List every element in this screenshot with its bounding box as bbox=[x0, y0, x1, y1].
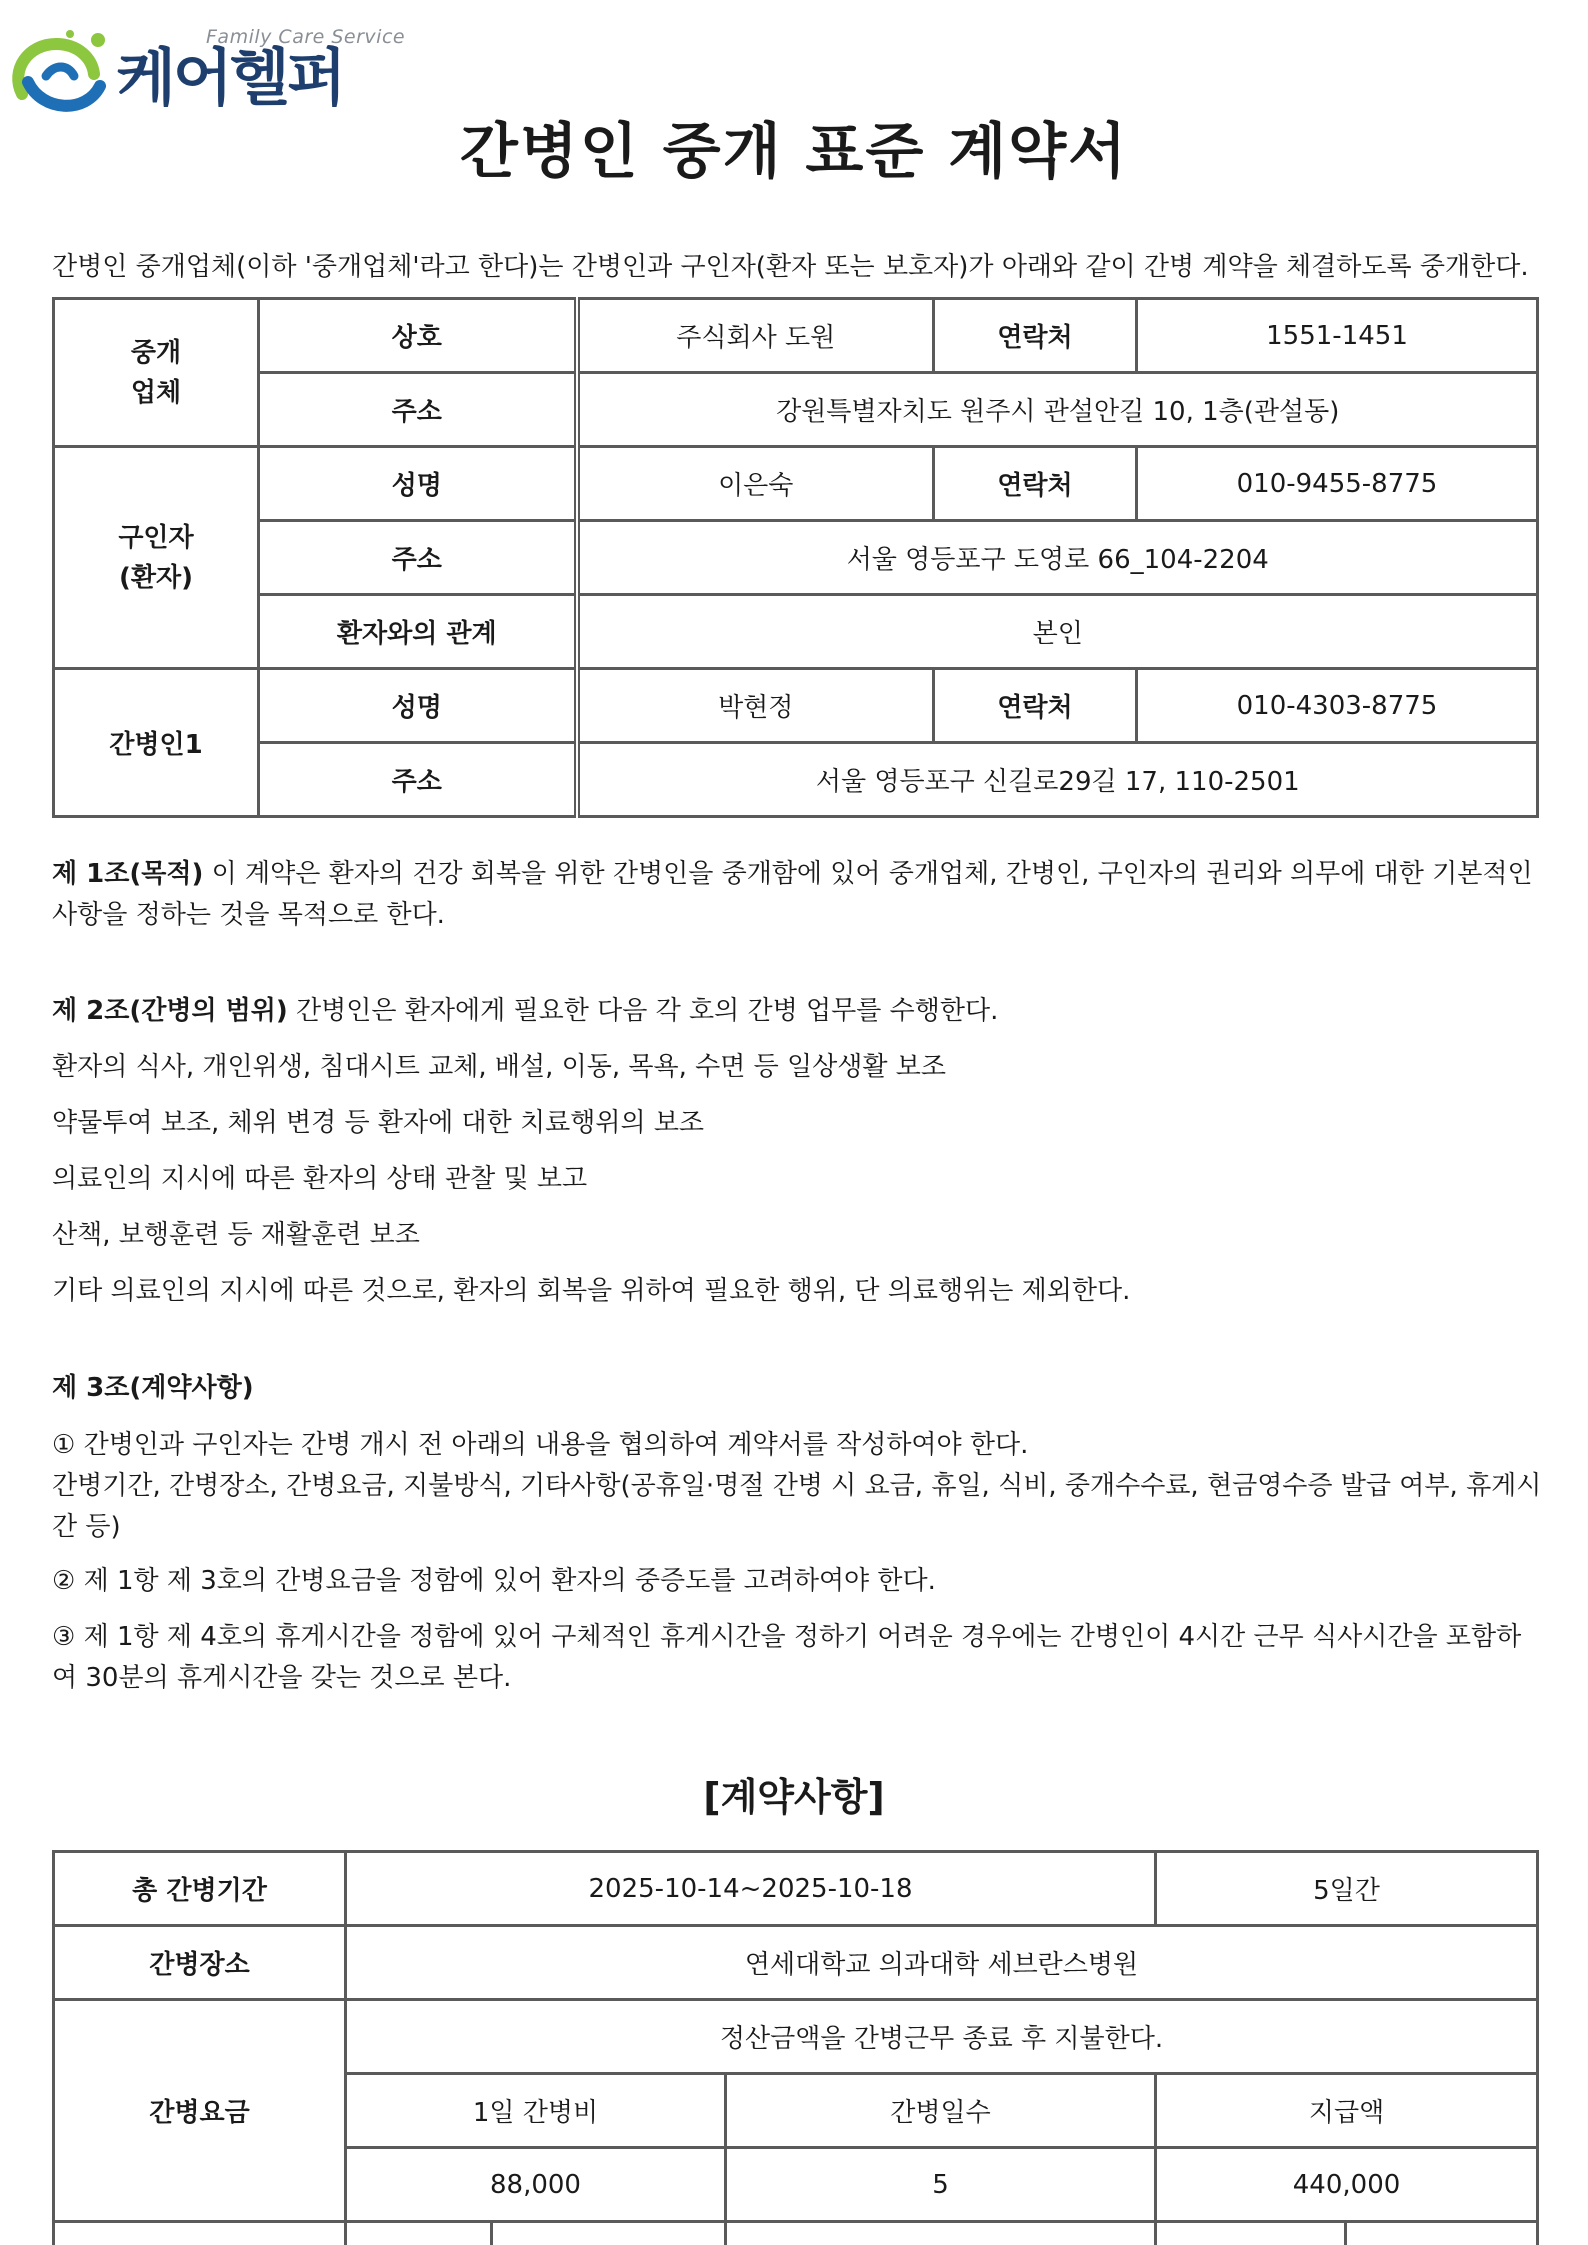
period-value: 2025-10-14~2025-10-18 bbox=[346, 1852, 1156, 1926]
article-2-item: 기타 의료인의 지시에 따른 것으로, 환자의 회복을 위하여 필요한 행위, 단 의료행위는 제외한다. bbox=[52, 1276, 1131, 1306]
logo-subtitle: Family Care Service bbox=[206, 26, 406, 48]
parties-table bbox=[52, 297, 1539, 818]
article-2-item: 약물투여 보조, 체위 변경 등 환자에 대한 치료행위의 보조 bbox=[52, 1108, 705, 1138]
article-3-heading-text: 제 3조(계약사항) bbox=[52, 1373, 254, 1403]
daily-fee-header: 1일 간병비 bbox=[346, 2074, 726, 2148]
agency-name: 주식회사 도원 bbox=[577, 299, 934, 373]
article-3-heading bbox=[52, 1368, 1542, 1409]
article-3-para-1: ① 간병인과 구인자는 간병 개시 전 아래의 내용을 협의하여 계약서를 작성하여야 한다. bbox=[52, 1430, 1029, 1460]
client-label: 구인자 (환자) bbox=[54, 447, 259, 669]
caregiver-phone-label: 연락처 bbox=[934, 669, 1137, 743]
agency-name-label: 상호 bbox=[259, 299, 577, 373]
table-cell bbox=[1156, 2222, 1346, 2245]
article-2-body: 간병인은 환자에게 필요한 다음 각 호의 간병 업무를 수행한다. bbox=[287, 996, 999, 1026]
client-phone: 010-9455-8775 bbox=[1137, 447, 1538, 521]
client-phone-label: 연락처 bbox=[934, 447, 1137, 521]
caregiver-label: 간병인1 bbox=[54, 669, 259, 817]
caregiver-address: 서울 영등포구 신길로29길 17, 110-2501 bbox=[577, 743, 1538, 817]
contract-section-title: [계약사항] bbox=[703, 1775, 885, 1819]
article-2-item: 환자의 식사, 개인위생, 침대시트 교체, 배설, 이동, 목욕, 수면 등 일상생활 보조 bbox=[52, 1052, 946, 1082]
total-header: 지급액 bbox=[1156, 2074, 1538, 2148]
client-address: 서울 영등포구 도영로 66_104-2204 bbox=[577, 521, 1538, 595]
article-2-heading: 제 2조(간병의 범위) bbox=[52, 996, 288, 1026]
days-count-value: 5 bbox=[726, 2148, 1156, 2222]
table-cell bbox=[1346, 2222, 1538, 2245]
period-label: 총 간병기간 bbox=[54, 1852, 346, 1926]
total-value: 440,000 bbox=[1156, 2148, 1538, 2222]
article-1 bbox=[52, 854, 1542, 936]
article-2-item: 산책, 보행훈련 등 재활훈련 보조 bbox=[52, 1220, 420, 1250]
table-cell bbox=[726, 2222, 1156, 2245]
document-title: 간병인 중개 표준 계약서 bbox=[459, 117, 1129, 187]
caregiver-phone: 010-4303-8775 bbox=[1137, 669, 1538, 743]
agency-label: 중개 업체 bbox=[54, 299, 259, 447]
article-1-heading: 제 1조(목적) bbox=[52, 859, 204, 889]
agency-phone: 1551-1451 bbox=[1137, 299, 1538, 373]
caregiver-address-label: 주소 bbox=[259, 743, 577, 817]
article-3-para-3: ③ 제 1항 제 4호의 휴게시간을 정함에 있어 구체적인 휴게시간을 정하기 어려운 경우에는 간병인이 4시간 근무 식사시간을 포함하여 30분의 휴게시간을 갖는 것으로 본다. bbox=[52, 1622, 1522, 1693]
period-days: 5일간 bbox=[1156, 1852, 1538, 1926]
contract-table bbox=[52, 1850, 1539, 2245]
article-1-body: 이 계약은 환자의 건강 회복을 위한 간병인을 중개함에 있어 중개업체, 간병인, 구인자의 권리와 의무에 대한 기본적인 사항을 정하는 것을 목적으로 한다. bbox=[52, 859, 1533, 930]
table-cell bbox=[346, 2222, 492, 2245]
intro-text: 간병인 중개업체(이하 '중개업체'라고 한다)는 간병인과 구인자(환자 또는 보호자)가 아래와 같이 간병 계약을 체결하도록 중개한다. bbox=[52, 252, 1529, 282]
fee-label: 간병요금 bbox=[54, 2000, 346, 2222]
article-2 bbox=[52, 991, 1542, 1032]
daily-fee-value: 88,000 bbox=[346, 2148, 726, 2222]
agency-address-label: 주소 bbox=[259, 373, 577, 447]
place-value: 연세대학교 의과대학 세브란스병원 bbox=[346, 1926, 1538, 2000]
caregiver-name: 박현정 bbox=[577, 669, 934, 743]
client-name-label: 성명 bbox=[259, 447, 577, 521]
days-count-header: 간병일수 bbox=[726, 2074, 1156, 2148]
client-address-label: 주소 bbox=[259, 521, 577, 595]
client-relation-label: 환자와의 관계 bbox=[259, 595, 577, 669]
client-name: 이은숙 bbox=[577, 447, 934, 521]
logo-brand: 케어헬퍼 bbox=[116, 41, 344, 114]
caregiver-name-label: 성명 bbox=[259, 669, 577, 743]
client-relation: 본인 bbox=[577, 595, 1538, 669]
agency-address: 강원특별자치도 원주시 관설안길 10, 1층(관설동) bbox=[577, 373, 1538, 447]
fee-note: 정산금액을 간병근무 종료 후 지불한다. bbox=[346, 2000, 1538, 2074]
table-cell bbox=[54, 2222, 346, 2245]
table-cell bbox=[492, 2222, 726, 2245]
agency-phone-label: 연락처 bbox=[934, 299, 1137, 373]
article-2-item: 의료인의 지시에 따른 환자의 상태 관찰 및 보고 bbox=[52, 1164, 588, 1194]
article-3-para-1-items: 간병기간, 간병장소, 간병요금, 지불방식, 기타사항(공휴일·명절 간병 시 요금, 휴일, 식비, 중개수수료, 현금영수증 발급 여부, 휴게시간 등) bbox=[52, 1471, 1542, 1542]
article-3-para-2: ② 제 1항 제 3호의 간병요금을 정함에 있어 환자의 중증도를 고려하여야 한다. bbox=[52, 1566, 936, 1596]
place-label: 간병장소 bbox=[54, 1926, 346, 2000]
